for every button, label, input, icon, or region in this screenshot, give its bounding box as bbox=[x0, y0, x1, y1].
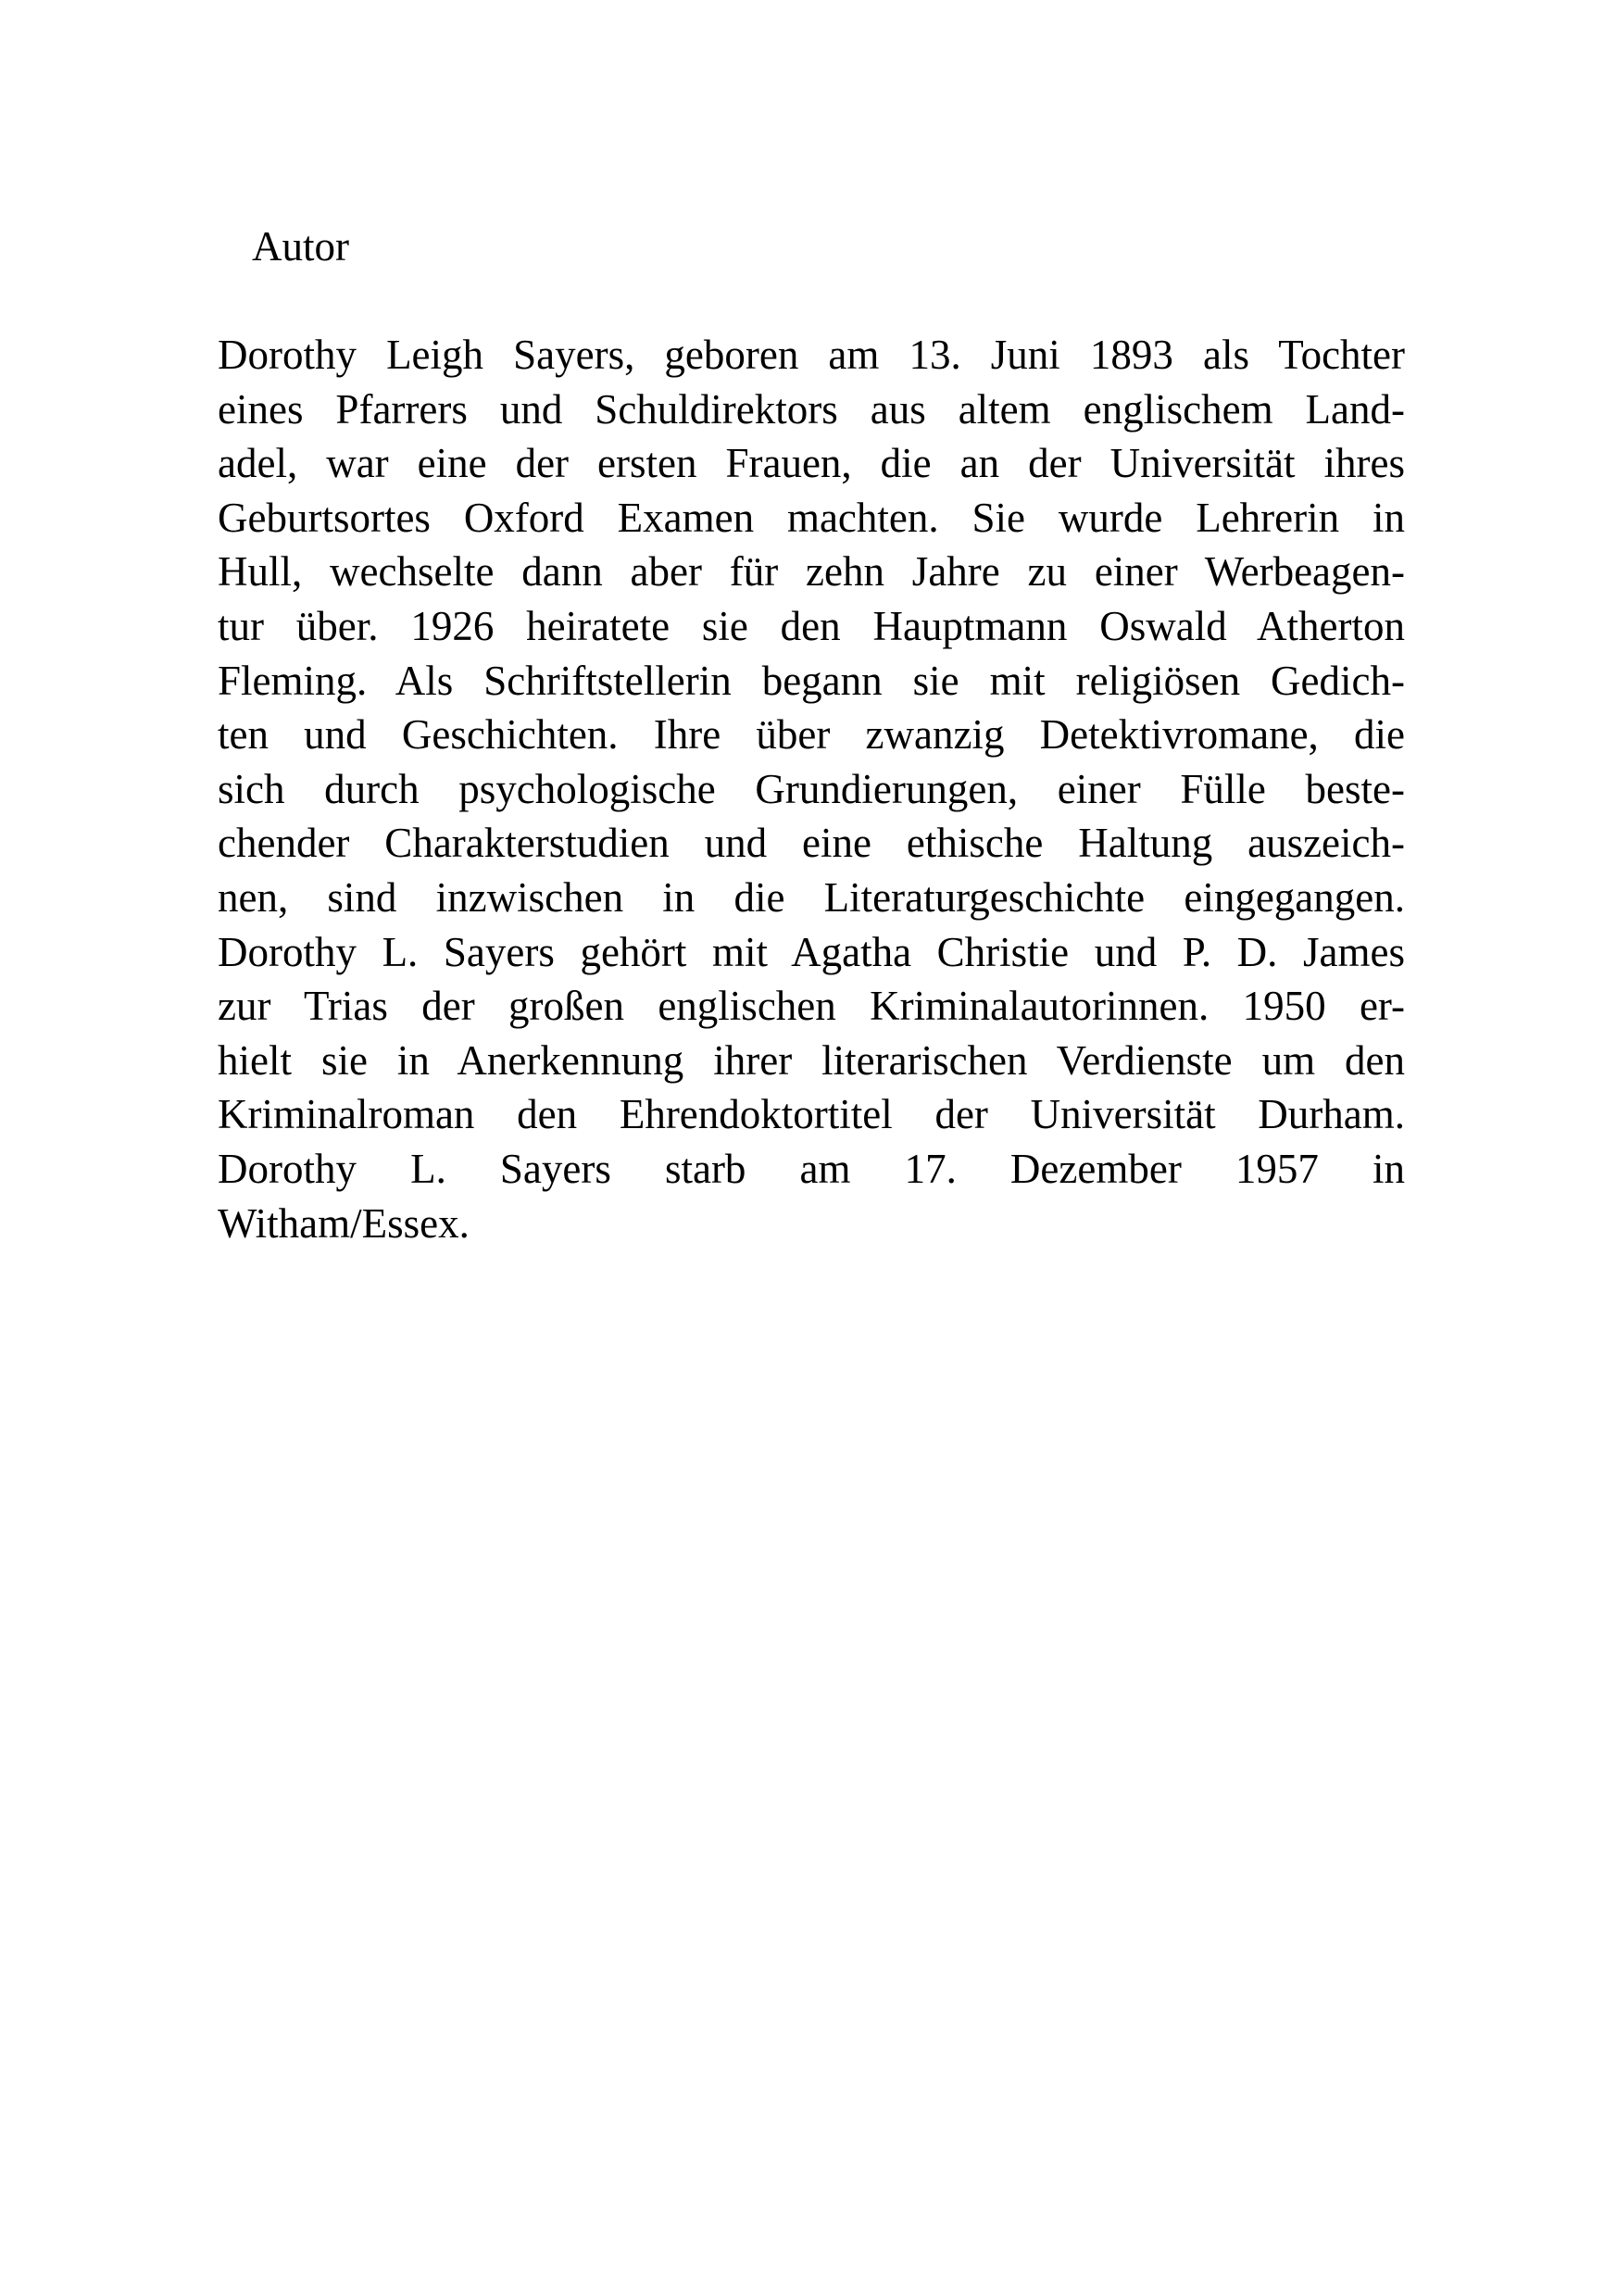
text-line: nen, sind inzwischen in die Literaturgeschichte eingegangen. bbox=[218, 873, 1405, 921]
text-line: Kriminalroman den Ehrendoktortitel der Universität Durham. bbox=[218, 1091, 1405, 1138]
text-line: sich durch psychologische Grundierungen, einer Fülle beste- bbox=[218, 765, 1405, 812]
text-line: Dorothy L. Sayers gehört mit Agatha Christie und P. D. James bbox=[218, 928, 1405, 975]
text-line: eines Pfarrers und Schuldirektors aus altem englischem Land- bbox=[218, 385, 1405, 433]
text-line: Dorothy L. Sayers starb am 17. Dezember 1957 in bbox=[218, 1145, 1405, 1192]
text-line: adel, war eine der ersten Frauen, die an der Universität ihres bbox=[218, 440, 1405, 487]
text-line: tur über. 1926 heiratete sie den Hauptmann Oswald Atherton bbox=[218, 602, 1405, 649]
text-line: Dorothy Leigh Sayers, geboren am 13. Juni 1893 als Tochter bbox=[218, 332, 1405, 378]
section-heading: Autor bbox=[252, 223, 349, 270]
text-line: Geburtsortes Oxford Examen machten. Sie wurde Lehrerin in bbox=[218, 494, 1405, 541]
author-biography bbox=[218, 328, 1405, 1250]
text-line: Hull, wechselte dann aber für zehn Jahre zu einer Werbeagen- bbox=[218, 548, 1405, 596]
text-line: ten und Geschichten. Ihre über zwanzig Detektivromane, die bbox=[218, 711, 1405, 759]
text-line: chender Charakterstudien und eine ethische Haltung auszeich- bbox=[218, 820, 1405, 867]
text-line-last: Witham/Essex. bbox=[218, 1199, 470, 1247]
text-line: zur Trias der großen englischen Kriminalautorinnen. 1950 er- bbox=[218, 983, 1405, 1030]
text-line: Fleming. Als Schriftstellerin begann sie mit religiösen Gedich- bbox=[218, 657, 1405, 704]
text-line: hielt sie in Anerkennung ihrer literarischen Verdienste um den bbox=[218, 1036, 1405, 1084]
